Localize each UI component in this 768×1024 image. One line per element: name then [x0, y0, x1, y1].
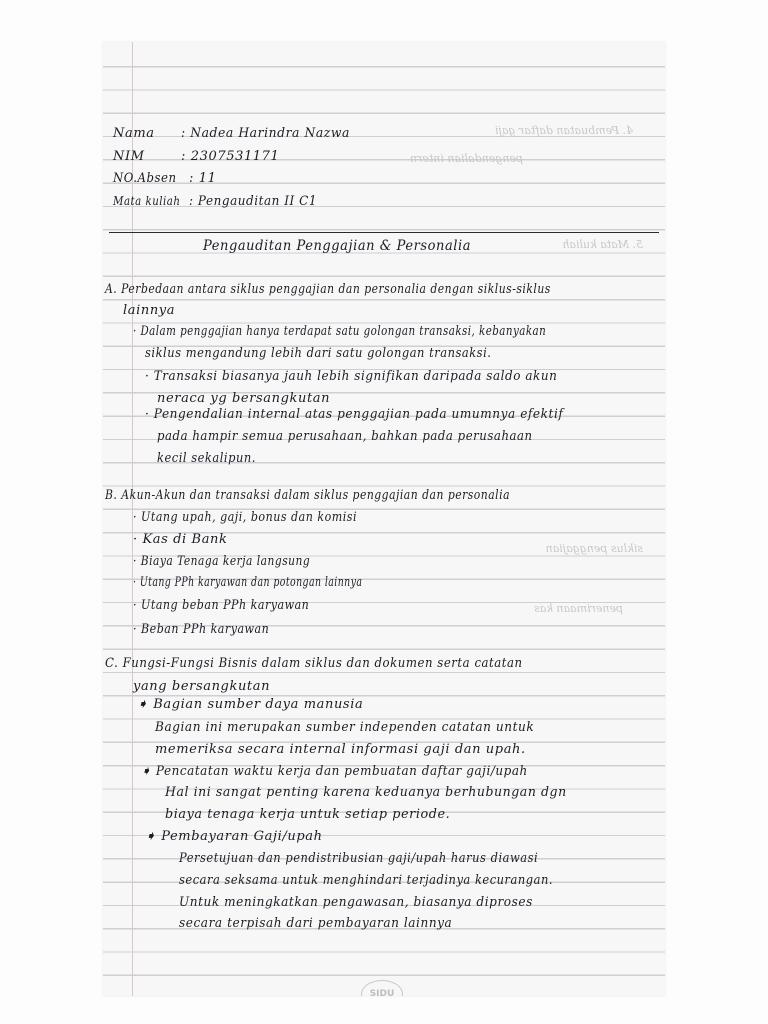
bleed-through-text: siklus penggajian: [545, 542, 643, 555]
section-a-point: · Dalam penggajian hanya terdapat satu golongan transaksi, kebanyakan: [133, 324, 547, 339]
section-a-point: neraca yg bersangkutan: [157, 391, 331, 406]
section-a-point: siklus mengandung lebih dari satu golongan transaksi.: [145, 346, 492, 361]
section-c-text: Bagian ini merupakan sumber independen catatan untuk: [155, 720, 535, 735]
mata-kuliah-label: Mata kuliah: [113, 194, 181, 208]
bleed-through-text: penerimaan kas: [534, 602, 623, 615]
section-c-text: secara terpisah dari pembayaran lainnya: [179, 916, 453, 931]
arrow-bullet-icon: ➧: [145, 829, 157, 844]
section-c-heading-cont: yang bersangkutan: [133, 679, 271, 694]
section-b-item: · Beban PPh karyawan: [133, 622, 270, 637]
arrow-bullet-icon: ➧: [141, 764, 152, 779]
section-a-point: kecil sekalipun.: [157, 451, 256, 466]
paper-brand-logo: SIDU: [361, 980, 403, 996]
nama-label: Nama: [113, 126, 155, 141]
section-b-item: · Utang beban PPh karyawan: [133, 598, 310, 613]
nama-value: : Nadea Harindra Nazwa: [181, 126, 350, 141]
section-a-point: · Pengendalian internal atas penggajian pada umumnya efektif: [145, 407, 564, 422]
bleed-through-text: 4. Pembuatan daftar gaji: [494, 124, 633, 137]
section-c-subheading: [145, 829, 323, 844]
nim-value: : 2307531171: [181, 149, 280, 164]
section-c-text: Pencatatan waktu kerja dan pembuatan daftar gaji/upah: [155, 764, 528, 779]
notebook-page: [103, 42, 665, 996]
section-b-item: · Biaya Tenaga kerja langsung: [133, 554, 311, 569]
section-c-text: Hal ini sangat penting karena keduanya berhubungan dgn: [165, 785, 567, 800]
mata-kuliah-value: : Pengauditan II C1: [189, 194, 318, 209]
absen-label: NO.Absen: [113, 171, 177, 186]
section-a-point: · Transaksi biasanya jauh lebih signifikan daripada saldo akun: [145, 369, 558, 384]
nim-label: NIM: [113, 149, 145, 164]
absen-value: : 11: [189, 171, 217, 186]
section-c-subheading: [137, 697, 363, 712]
bleed-through-text: 5. Mata kuliah: [562, 238, 643, 251]
arrow-bullet-icon: ➧: [137, 697, 149, 712]
section-b-heading: B. Akun-Akun dan transaksi dalam siklus penggajian dan personalia: [105, 488, 511, 503]
section-c-subheading: [141, 764, 528, 779]
section-c-text: memeriksa secara internal informasi gaji dan upah.: [155, 742, 526, 757]
section-c-heading: C. Fungsi-Fungsi Bisnis dalam siklus dan dokumen serta catatan: [105, 656, 523, 671]
header-divider: [109, 232, 659, 233]
section-b-item: · Utang PPh karyawan dan potongan lainnya: [133, 575, 363, 590]
section-b-item: · Utang upah, gaji, bonus dan komisi: [133, 510, 358, 525]
section-b-item: · Kas di Bank: [133, 532, 228, 547]
section-a-heading: A. Perbedaan antara siklus penggajian dan personalia dengan siklus-siklus: [105, 282, 551, 297]
section-c-text: Persetujuan dan pendistribusian gaji/upah harus diawasi: [179, 851, 539, 866]
section-a-point: pada hampir semua perusahaan, bahkan pada perusahaan: [157, 429, 533, 444]
section-c-text: secara seksama untuk menghindari terjadinya kecurangan.: [179, 873, 554, 888]
page-title: Pengauditan Penggajian & Personalia: [203, 238, 472, 254]
section-c-text: Untuk meningkatkan pengawasan, biasanya diproses: [179, 895, 533, 910]
section-a-heading-cont: lainnya: [123, 303, 176, 318]
section-c-text: biaya tenaga kerja untuk setiap periode.: [165, 807, 451, 822]
bleed-through-text: pengendalian intern: [410, 152, 523, 165]
section-c-text: Pembayaran Gaji/upah: [161, 829, 323, 844]
section-c-text: Bagian sumber daya manusia: [153, 697, 364, 712]
